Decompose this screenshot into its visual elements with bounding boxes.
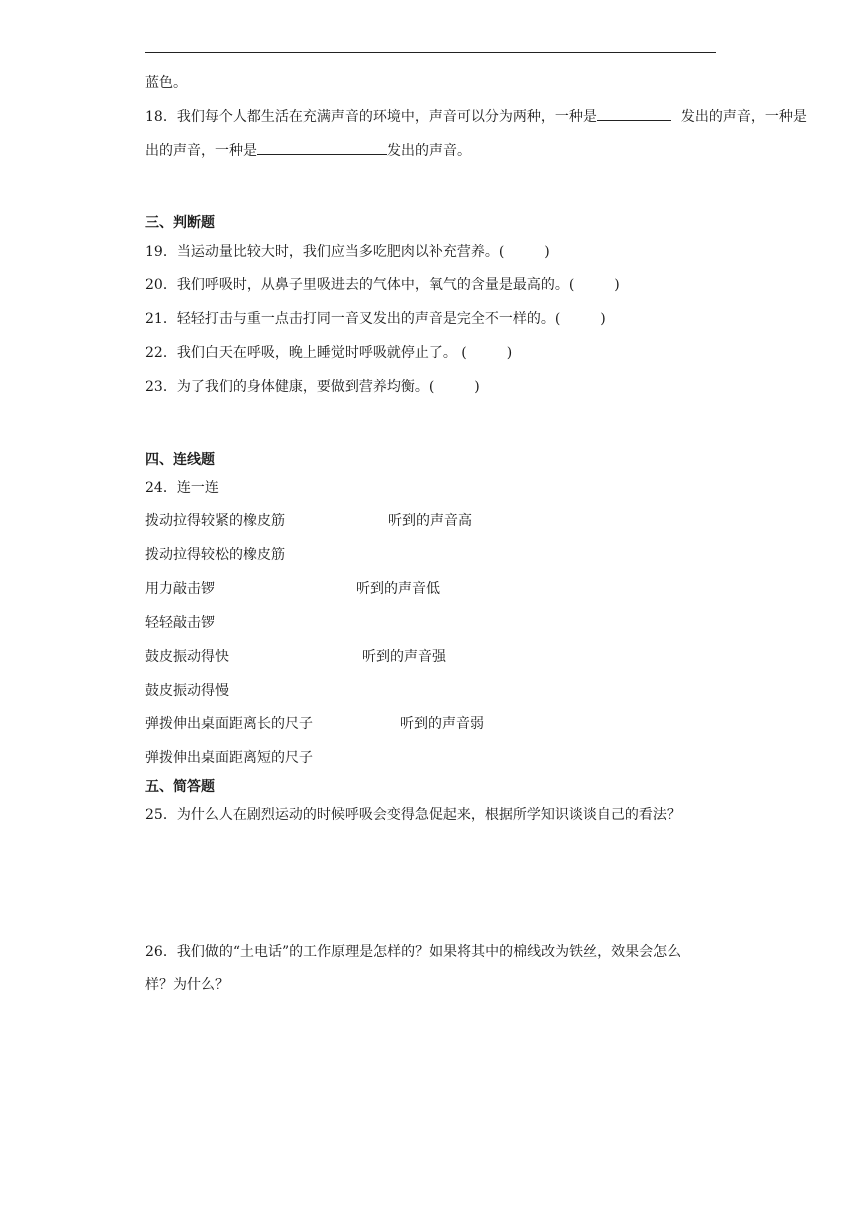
question-number: 20．: [145, 277, 177, 293]
question-text: 发出的声音，一种是: [680, 109, 807, 125]
match-left-item[interactable]: 弹拨伸出桌面距离短的尺子: [145, 750, 313, 766]
question-22: 22．我们白天在呼吸，晚上睡觉时呼吸就停止了。 ( ): [145, 345, 513, 361]
match-left-item[interactable]: 拨动拉得较松的橡皮筋: [145, 547, 285, 563]
question-text: 我们每个人都生活在充满声音的环境中，声音可以分为两种，一种是: [176, 109, 597, 125]
question-text: 轻轻打击与重一点击打同一音叉发出的声音是完全不一样的。(: [176, 311, 561, 327]
question-number: 24．: [145, 480, 177, 496]
question-20: 20．我们呼吸时，从鼻子里吸进去的气体中，氧气的含量是最高的。( ): [145, 277, 620, 293]
match-left-item[interactable]: 拨动拉得较紧的橡皮筋: [145, 513, 285, 529]
answer-blank-2[interactable]: [257, 140, 387, 155]
continuation-text: 蓝色。: [145, 75, 187, 91]
question-number: 22．: [145, 345, 177, 361]
question-number: 25．: [145, 807, 177, 823]
question-text: 我们做的“土电话”的工作原理是怎样的？如果将其中的棉线改为铁丝，效果会怎么: [176, 944, 682, 960]
question-23: 23．为了我们的身体健康，要做到营养均衡。( ): [145, 379, 480, 395]
question-18-line-2: 出的声音，一种是 发出的声音。: [145, 140, 471, 160]
question-text: 连一连: [176, 480, 219, 496]
question-18-line-1: [145, 106, 807, 126]
match-right-item[interactable]: 听到的声音弱: [400, 716, 484, 732]
header-rule: [145, 52, 716, 53]
match-left-item[interactable]: 轻轻敲击锣: [145, 615, 215, 631]
question-number: 23．: [145, 379, 177, 395]
question-number: 18．: [145, 109, 177, 125]
question-21: 21．轻轻打击与重一点击打同一音叉发出的声音是完全不一样的。( ): [145, 311, 606, 327]
question-text: 我们呼吸时，从鼻子里吸进去的气体中，氧气的含量是最高的。(: [176, 277, 575, 293]
question-text: 我们白天在呼吸，晚上睡觉时呼吸就停止了。 (: [176, 345, 467, 361]
section-5-title: 五、简答题: [145, 779, 215, 795]
question-text: 为什么人在剧烈运动的时候呼吸会变得急促起来，根据所学知识谈谈自己的看法？: [176, 807, 681, 823]
match-left-item[interactable]: 鼓皮振动得快: [145, 649, 229, 665]
question-26-line-2: 样？为什么？: [145, 977, 229, 993]
match-right-item[interactable]: 听到的声音低: [356, 581, 440, 597]
answer-blank-1[interactable]: [597, 106, 671, 121]
question-19: 19．当运动量比较大时，我们应当多吃肥肉以补充营养。( ): [145, 244, 550, 260]
match-right-item[interactable]: 听到的声音高: [388, 513, 472, 529]
match-left-item[interactable]: 用力敲击锣: [145, 581, 215, 597]
section-4-title: 四、连线题: [145, 452, 215, 468]
section-3-title: 三、判断题: [145, 215, 215, 231]
match-right-item[interactable]: 听到的声音强: [362, 649, 446, 665]
question-24: [145, 478, 219, 498]
question-text: 为了我们的身体健康，要做到营养均衡。(: [176, 379, 435, 395]
question-number: 19．: [145, 244, 177, 260]
question-text: 发出的声音。: [387, 143, 471, 159]
question-26-line-1: [145, 942, 681, 962]
question-number: 26．: [145, 944, 177, 960]
question-number: 21．: [145, 311, 177, 327]
match-left-item[interactable]: 鼓皮振动得慢: [145, 683, 229, 699]
question-text: 当运动量比较大时，我们应当多吃肥肉以补充营养。(: [176, 244, 505, 260]
match-left-item[interactable]: 弹拨伸出桌面距离长的尺子: [145, 716, 313, 732]
question-25: [145, 805, 681, 825]
